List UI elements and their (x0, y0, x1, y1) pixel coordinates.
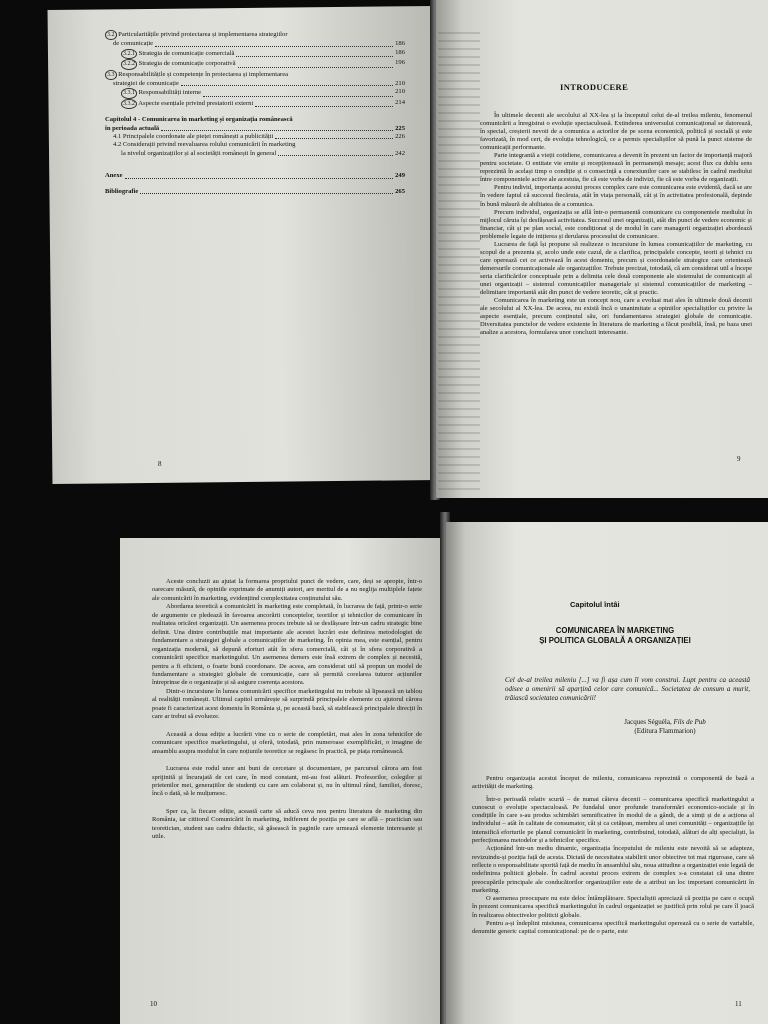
toc-entry: 3.2.1 Strategia de comunicație comercială 186 (105, 49, 405, 59)
toc-entry: 3.3 Responsabilitățile și competențe în proiectarea și implementarea (105, 70, 405, 80)
preface-body (152, 578, 422, 842)
paragraph: Pentru individ, importanța acestui proces complex care este comunicarea este evidentă, dacă se are în vedere faptul că succesul fiecăruia, atât în viața personală, cât și în activitatea profesională, depinde în bună măsură de abilitatea de a comunica. (480, 184, 752, 208)
toc-entry: 3.3.1 Responsabilități interne 210 (105, 88, 405, 98)
toc-bibliografie: Bibliografie 265 (105, 187, 405, 195)
epigraph-attribution: Jacques Séguéla, Fils de Pub (Editura Flammarion) (624, 718, 706, 735)
paragraph: Lucrarea este rodul unor ani buni de cercetare și documentare, pe parcursul cărora am fost sprijinită și încurajată de cei care, în mod constant, mi-au fost alături. Profesorilor, colegilor și prietenilor mei, generațiilor de studenți cu care am colaborat și, nu în ultimul rând, familiei, doresc, încă o dată, să le mulțumesc. (152, 765, 422, 798)
page-number: 10 (150, 1000, 157, 1008)
toc-entry: la nivelul organizațiilor și al societății românești în general 242 (121, 149, 405, 157)
intro-body (480, 112, 752, 337)
paragraph: Precum individul, organizația se află într-o permanentă comunicare cu componentele mediului în mijlocul căruia își desfășoară activitatea. Succesul unei organizații, atât din punct de vedere economic și financiar, cât și pe plan social, este condiționat și de modul în care managerii organizației abordează problemele legate de inițierea și derularea procesului de comunicare. (480, 208, 752, 240)
page-number: 8 (158, 460, 162, 468)
paragraph: Pentru organizația acestui început de mileniu, comunicarea reprezintă o componentă de bază a activității de marketing. (472, 775, 754, 791)
paragraph: În ultimele decenii ale secolului al XX-lea și la începutul celui de-al treilea mileniu, fenomenul comunicării a înregistrat o evoluție spectaculoasă. Extinderea universului comunicațional se datorează, în special, creșterii nevoii de a comunica a actorilor de pe scena economică, politică și socială și este favorizată, în mod cert, de evoluția tehnologică, ce a permis specialiștilor să pună la punct sisteme de comunicații performante. (480, 112, 752, 152)
paragraph: Această a doua ediție a lucrării vine cu o serie de completări, mai ales în zona tehnicilor de comunicare specifice marketingului, și oferă, totodată, prin numeroase exemplificări, o imagine de ansamblu asupra modului în care noțiunile teoretice se regăsesc în practică, pe piața românească. (152, 730, 422, 755)
bleed-through-text (438, 30, 480, 490)
page-11 (446, 522, 768, 1024)
paragraph: Parte integrantă a vieții cotidiene, comunicarea a devenit în prezent un factor de importanță majoră pentru societate. O entitate vie emite și recepționează în permanență mesaje; acest flux cu dublu sens reprezintă în același timp o condiție și o consecință a conexiunilor care se stabilesc în cadrul mediului între componentele active ale acestuia, fie că este vorba de indivizi, fie că este vorba de organizații. (480, 152, 752, 184)
paragraph: O asemenea preocupare nu este deloc întâmplătoare. Specialiștii apreciază că poziția pe care o ocupă în prezent comunicarea specifică marketingului în cadrul organizației se justifică prin rolul pe care îl joacă în realizarea obiectivelor politicii globale. (472, 895, 754, 919)
paragraph: Abordarea teoretică a comunicării în marketing este completată, în lucrarea de față, printr-o serie de argumente ce pledează în favoarea ancorării conceptelor, teoriilor și tehnicilor de comunicare în realitatea oricărei organizații. Un asemenea proces trebuie să se desfășoare într-un cadru strategic bine definit. Una dintre contribuțiile mai importante ale acestei lucrări este definirea metodologiei de fundamentare a strategiei globale a comunicațiilor de marketing. În opinia mea, este esențial, pentru organizația modernă, să depună eforturi atât în sfera comercială, cât și în sfera corporativă a comunicării specifice marketingului. Un asemenea demers este însă extrem de complex și necesită, pentru a fi eficient, o foarte bună coordonare. De aceea, am considerat util să propun un model de fundamentare a strategiei globale de comunicație, care să permită corelarea tuturor acțiunilor întreprinse de o organizație și să asigure coerența acestora. (152, 603, 422, 687)
chapter-body (472, 775, 754, 937)
toc-entry: 3.2.2 Strategia de comunicație corporativă 196 (105, 59, 405, 69)
epigraph: Cel de-al treilea mileniu [...] va fi așa cum îl vom construi. Lupt pentru ca această odisee a omenirii să aparțină celor care comunică... Societatea de consum a murit, trăiască societatea comunicării! (505, 676, 750, 702)
page-title: INTRODUCERE (560, 82, 629, 92)
paragraph: Pentru a-și îndeplini misiunea, comunicarea specifică marketingului operează cu o serie de variabile, denumite generic capital comunicațional: pe de o parte, este (472, 920, 754, 936)
page-number: 11 (735, 1000, 742, 1008)
paragraph: Dintr-o incursiune în lumea comunicării specifice marketingului nu trebuie să lipsească un tablou al realității românești. Ultimul capitol urmărește să surprindă principalele elemente cu ajutorul cărora poate fi caracterizat acest domeniu în România și, pe această bază, să stabilească principalele direcții în care ar trebui să evolueze. (152, 687, 422, 721)
chapter-title: COMUNICAREA ÎN MARKETING ȘI POLITICA GLOBALĂ A ORGANIZAȚIEI (539, 626, 691, 645)
toc-entry: 3.3.2 Aspecte esențiale privind prestatorii externi 214 (105, 99, 405, 109)
toc-entry: de comunicație 186 (113, 40, 405, 48)
paragraph: Comunicarea în marketing este un concept nou, care a evoluat mai ales în ultimele două decenii ale secolului al XX-lea. De aceea, nu există încă o unanimitate a opiniilor specialiștilor cu privire la aspecte esențiale, precum conținutul său, ori fundamentarea strategiei globale de comunicație. Diversitatea punctelor de vedere existente în literatura de marketing a făcut posibilă, însă, pe baza unei analize a acestora, formularea unor concluzii interesante. (480, 297, 752, 337)
toc-entry: strategiei de comunicație 210 (113, 80, 405, 88)
paragraph: Acționând într-un mediu dinamic, organizația începutului de mileniu este nevoită să se adapteze, revizuindu-și poziția față de acesta. Dictată de necesitatea stabilirii unor obiective tot mai riguroase, care să reflecte o responsabilitate sporită față de mediu în ansamblul său, noua atitudine a organizației este legată de redefinirea politicii globale. În cadrul acestui proces extrem de complex s-a constatat că una dintre preocupările principale ale conducătorilor organizațiilor este de a atribui un loc important comunicării în marketing. (472, 845, 754, 894)
toc-entry: 4.2 Considerații privind reevaluarea rolului comunicării în marketing (113, 141, 296, 149)
chapter-label: Capitolul întâi (570, 600, 620, 609)
paragraph: Într-o perioadă relativ scurtă – de numai câteva decenii – comunicarea specifică marketingului a cunoscut o evoluție spectaculoasă. Pe fundalul unor profunde transformări economico-sociale și în condițiile în care s-au produs schimbări semnificative în modul de a gândi, de a simți și de a acționa al individului – atât în calitate de consumator, cât și ca cetățean, membru al unei comunități – organizațiile își intensifică eforturile pe planul comunicării în marketing, contribuind, totodată, alături de alți specialiști, la perfecționarea metodelor și a tehnicilor specifice. (472, 795, 754, 845)
paragraph: Aceste concluzii au ajutat la formarea propriului punct de vedere, care, deși se apropie, într-o oarecare măsură, de opiniile exprimate de anumiți autori, are meritul de a nu neglija multiplele fațete ale comunicării în marketing, evidențiind complexitatea conținutului său. (152, 578, 422, 602)
paragraph: Lucrarea de față își propune să realizeze o incursiune în lumea comunicațiilor de marketing, cu scopul de a prezenta și, acolo unde este cazul, de a clarifica, principalele concepte, teorii și tehnici cu care operează cei ce activează în acest domeniu, precum și coordonatele strategice care orientează demersurile comunicaționale ale organizațiilor. Trebuie precizat, totodată, că am considerat util a începe seria clarificărilor conceptuale prin a delimita cele două componente ale sistemului de comunicații al unei organizații – sistemul comunicațiilor manageriale și sistemul comunicațiilor de marketing – delimitare importantă atât din punct de vedere teoretic, cât și practic. (480, 240, 752, 297)
toc-chapter: în perioada actuală 225 (105, 124, 405, 132)
page-number: 9 (737, 455, 741, 463)
paragraph: Sper ca, la fiecare ediție, această carte să aducă ceva nou pentru literatura de marketing din România, iar cititorul Comunicării în marketing, indiferent de poziția pe care se află – practician sau teoretician, student sau cadru didactic, să găsească în paginile care urmează elemente interesante și utile. (152, 807, 422, 841)
toc-entry: 3.2 Particularitățile privind proiectarea și implementarea strategiilor (105, 30, 405, 40)
toc-anexe: Anexe 249 (105, 172, 405, 180)
table-of-contents (105, 30, 405, 196)
toc-chapter: Capitolul 4 - Comunicarea în marketing și organizația românească (105, 116, 293, 124)
toc-entry: 4.1 Principalele coordonate ale pieței românești a publicității 226 (113, 133, 405, 141)
